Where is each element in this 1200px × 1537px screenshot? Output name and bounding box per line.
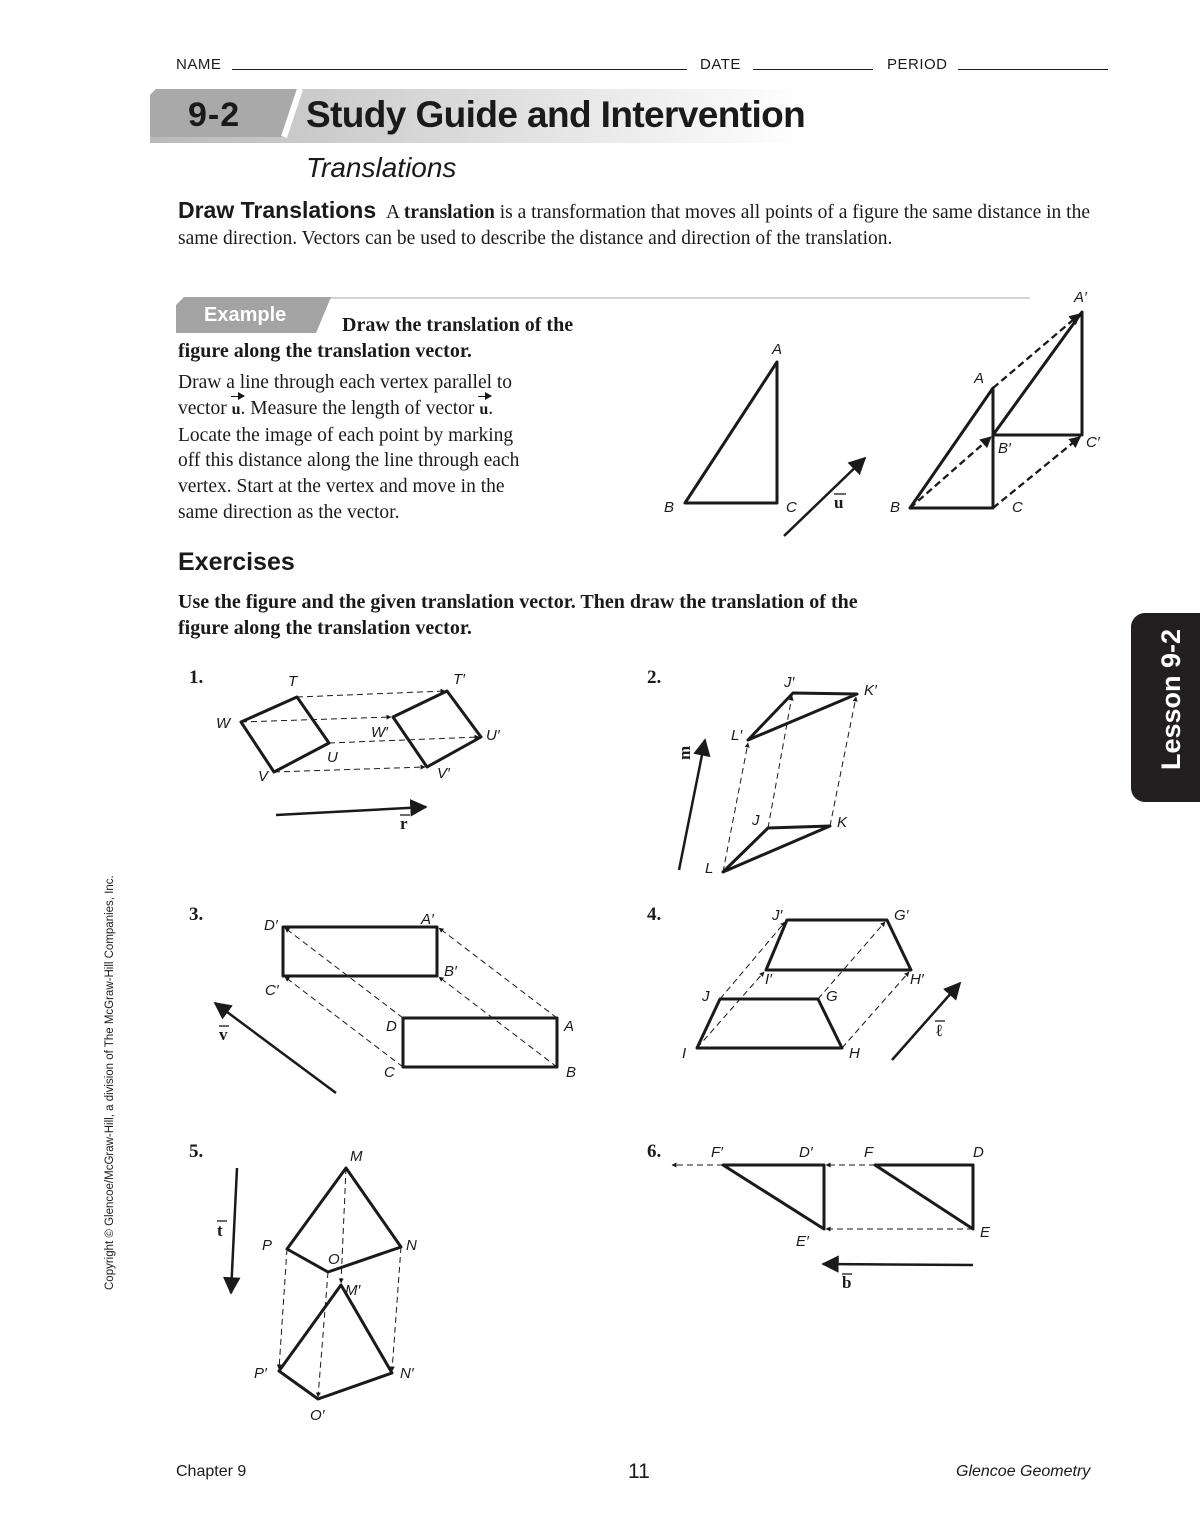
label-F: F (864, 1144, 874, 1161)
name-label: NAME (176, 56, 222, 73)
label-B: B (890, 499, 901, 516)
period-label: PERIOD (887, 56, 948, 73)
exercise-3-number: 3. (189, 904, 204, 925)
label-J-prime: J′ (784, 674, 795, 691)
label-A-prime: A′ (1074, 289, 1087, 306)
instructions-line: Use the figure and the given translation vector. Then draw the translation of the (178, 591, 858, 613)
translation-path (241, 717, 391, 722)
label-G: G (826, 988, 838, 1005)
example-body-line: Locate the image of each point by marking (178, 424, 514, 446)
figure-image (393, 691, 481, 767)
vector-l (892, 983, 960, 1060)
label-F-prime: F′ (711, 1144, 723, 1161)
vector-label: ℓ (936, 1021, 943, 1040)
exercise-6-figure (672, 1144, 991, 1292)
exercise-2-figure (675, 674, 878, 877)
label-C: C (1012, 499, 1023, 516)
page-subtitle: Translations (306, 152, 457, 183)
label-J-prime: J′ (772, 907, 783, 924)
label-P-prime: P′ (254, 1365, 267, 1382)
instructions-line: figure along the translation vector. (178, 617, 472, 639)
exercise-5-figure (217, 1148, 417, 1424)
example-body-line: off this distance along the line through each (178, 450, 520, 472)
footer-book-title: Glencoe Geometry (956, 1463, 1091, 1480)
translation-path (697, 972, 764, 1048)
label-W-prime: W′ (371, 724, 388, 741)
example-triangle-abc (685, 362, 777, 503)
figure-image (766, 920, 911, 970)
label-D-prime: D′ (799, 1144, 813, 1161)
label-T: T (288, 673, 298, 690)
translation-path (830, 697, 856, 826)
vector-label: v (219, 1025, 228, 1044)
page-title: Study Guide and Intervention (306, 94, 806, 135)
intro-text-after: is a transformation that moves all points of a figure the same distance in the same direction. Vectors can be used to describe the distance and direction of the translation. (178, 202, 1090, 249)
example-body-text: . Measure the length of vector (240, 397, 475, 419)
label-L-prime: L′ (731, 727, 743, 744)
label-V-prime: V′ (437, 765, 450, 782)
translation-path (439, 977, 557, 1067)
translation-path (720, 922, 785, 999)
figure-image (279, 1285, 392, 1399)
vector-label: t (217, 1221, 223, 1240)
lesson-number: 9-2 (188, 96, 241, 134)
vector-label: r (400, 814, 408, 833)
lesson-side-tab-label: Lesson 9-2 (1156, 628, 1186, 770)
exercise-1-figure (216, 671, 501, 833)
label-A-prime: A′ (421, 911, 434, 928)
example-figure-translated (890, 289, 1101, 516)
footer-page-number: 11 (628, 1460, 650, 1483)
label-H-prime: H′ (910, 971, 924, 988)
copyright-notice: Copyright © Glencoe/McGraw-Hill, a division of The McGraw-Hill Companies, Inc. (104, 875, 116, 1290)
label-K: K (837, 814, 848, 831)
figure-image (283, 927, 437, 976)
exercise-1-number: 1. (189, 667, 204, 688)
label-O: O (328, 1251, 340, 1268)
intro-term: translation (403, 202, 495, 223)
label-U-prime: U′ (486, 727, 500, 744)
translation-path (279, 1249, 287, 1369)
label-B-prime: B′ (998, 440, 1011, 457)
exercise-5-number: 5. (189, 1141, 204, 1162)
example-vector-u (784, 458, 865, 536)
intro-lead: Draw Translations (178, 197, 377, 223)
figure-original (241, 697, 329, 772)
translation-path (318, 1272, 328, 1397)
example-title-line2: figure along the translation vector. (178, 340, 472, 362)
example-body-text: . (488, 397, 494, 419)
footer-chapter: Chapter 9 (176, 1463, 247, 1480)
translation-path (285, 928, 403, 1018)
figure-image (748, 693, 857, 740)
label-G-prime: G′ (894, 907, 909, 924)
translation-path (329, 737, 479, 743)
label-C: C (384, 1064, 395, 1081)
label-E: E (980, 1224, 991, 1241)
label-M: M (350, 1148, 363, 1165)
label-J: J (702, 988, 710, 1005)
example-body-line: vertex. Start at the vertex and move in the (178, 476, 505, 498)
example-triangle-image (993, 312, 1082, 435)
vector-label: m (675, 745, 694, 760)
label-V: V (258, 768, 269, 785)
translation-path (297, 691, 445, 697)
label-A: A (974, 370, 985, 387)
label-D: D (973, 1144, 984, 1161)
vector-u-symbol: u (479, 397, 488, 423)
label-H: H (849, 1045, 860, 1062)
label-K-prime: K′ (864, 682, 877, 699)
label-N-prime: N′ (400, 1365, 414, 1382)
exercise-4-figure (682, 907, 960, 1062)
label-B: B (566, 1064, 577, 1081)
translation-path (274, 767, 425, 772)
exercise-6-number: 6. (647, 1141, 662, 1162)
label-W: W (216, 715, 231, 732)
example-triangle-original (910, 388, 993, 508)
label-C-prime: C′ (265, 982, 279, 999)
label-A: A (772, 341, 783, 358)
label-I-prime: I′ (765, 971, 772, 988)
translation-path (392, 1247, 401, 1371)
label-I: I (682, 1045, 687, 1062)
figure-original (403, 1018, 557, 1067)
exercises-heading: Exercises (178, 548, 295, 576)
label-B-prime: B′ (444, 963, 457, 980)
example-tab-label: Example (204, 304, 287, 326)
figure-image (723, 1165, 824, 1229)
label-N: N (406, 1237, 417, 1254)
exercise-4-number: 4. (647, 904, 662, 925)
label-E-prime: E′ (796, 1233, 809, 1250)
example-figure-original (664, 341, 865, 536)
example-body-text: vector (178, 397, 227, 419)
vector-b (823, 1264, 973, 1265)
vector-v (215, 1003, 336, 1093)
example-body-line: Draw a line through each vertex parallel to (178, 372, 513, 393)
label-O-prime: O′ (310, 1407, 325, 1424)
translation-path (842, 972, 909, 1048)
label-B: B (664, 499, 675, 516)
vector-label: b (842, 1273, 852, 1292)
label-D-prime: D′ (264, 917, 278, 934)
label-A: A (564, 1018, 575, 1035)
vector-t (231, 1168, 237, 1293)
label-C: C (786, 499, 797, 516)
figure-original (723, 826, 830, 872)
label-P: P (262, 1237, 273, 1254)
example-title-line1: Draw the translation of the (342, 314, 574, 336)
intro-text-before: A (385, 202, 399, 223)
label-J: J (752, 812, 760, 829)
label-U: U (327, 749, 338, 766)
date-label: DATE (700, 56, 741, 73)
label-vector-u: u (834, 493, 844, 512)
vector-u-symbol: u (232, 397, 241, 423)
exercise-3-figure (215, 911, 576, 1093)
label-M-prime: M′ (345, 1282, 361, 1299)
label-L: L (705, 860, 714, 877)
example-body-line: same direction as the vector. (178, 501, 400, 523)
figure-original (875, 1165, 973, 1229)
label-D: D (386, 1018, 397, 1035)
label-T-prime: T′ (453, 671, 465, 688)
label-C-prime: C′ (1086, 434, 1100, 451)
exercise-2-number: 2. (647, 667, 662, 688)
